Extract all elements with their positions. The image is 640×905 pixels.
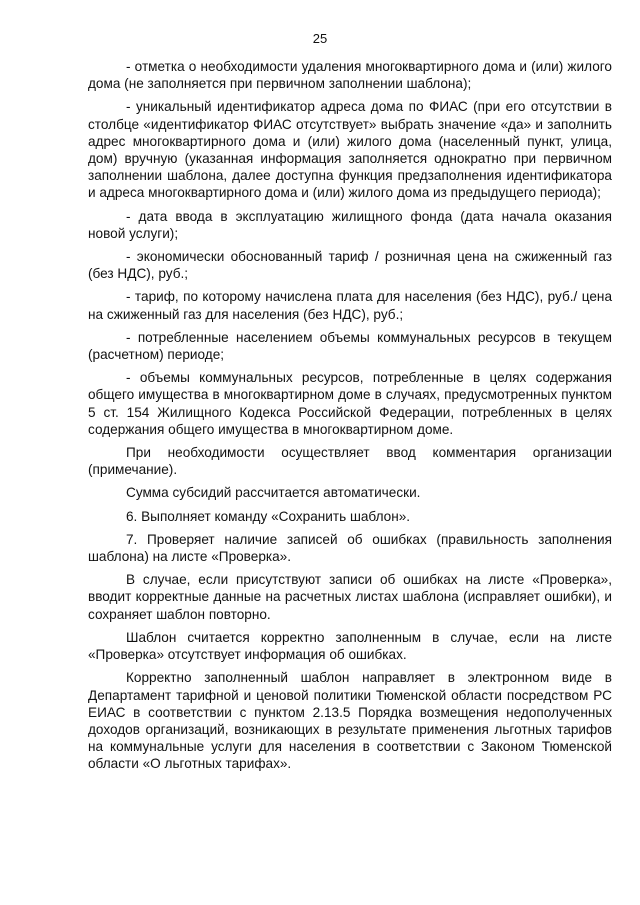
paragraph: Сумма субсидий рассчитается автоматически. [126, 485, 421, 501]
paragraph: - тариф, по которому начислена плата для населения (без НДС), руб./ цена на сжиженный газ для населения (без НДС), руб.; [88, 289, 612, 322]
paragraph: - дата ввода в эксплуатацию жилищного фонда (дата начала оказания новой услуги); [88, 208, 612, 241]
paragraph: Корректно заполненный шаблон направляет в электронном виде в Департамент тарифной и ценовой политики Тюменской области посредством РС ЕИАС в соответствии с пунктом 2.13.5 Порядка возмещения недополученных доходов организаций, возникающих в результате применения льготных тарифов на коммунальные услуги для населения в соответствии с Законом Тюменской области «О льготных тарифах». [88, 670, 612, 772]
paragraph: 6. Выполняет команду «Сохранить шаблон». [126, 508, 411, 524]
paragraph: - экономически обоснованный тариф / розничная цена на сжиженный газ (без НДС), руб.; [88, 249, 612, 282]
document-body [88, 58, 612, 779]
paragraph: При необходимости осуществляет ввод комментария организации (примечание). [88, 445, 612, 478]
paragraph: - уникальный идентификатор адреса дома по ФИАС (при его отсутствии в столбце «идентификатор ФИАС отсутствует» выбрать значение «да» и заполнить адрес многоквартирного дома и (или) жилого дома (населенный пункт, улица, дом) вручную (указанная информация заполняется однократно при первичном заполнении шаблона, далее доступна функция предзаполнения идентификатора и адреса многоквартирного дома и (или) жилого дома из предыдущего периода); [88, 99, 612, 201]
page-number: 25 [312, 31, 328, 46]
paragraph: - потребленные населением объемы коммунальных ресурсов в текущем (расчетном) периоде; [88, 329, 612, 363]
paragraph: 7. Проверяет наличие записей об ошибках (правильность заполнения шаблона) на листе «Проверка». [88, 531, 612, 565]
paragraph: - объемы коммунальных ресурсов, потребленные в целях содержания общего имущества в многоквартирном доме в случаях, предусмотренных пунктом 5 ст. 154 Жилищного Кодекса Российской Федерации, потребленных в целях содержания общего имущества в многоквартирном доме. [88, 370, 612, 437]
paragraph: - отметка о необходимости удаления многоквартирного дома и (или) жилого дома (не заполняется при первичном заполнении шаблона); [88, 59, 612, 92]
paragraph: В случае, если присутствуют записи об ошибках на листе «Проверка», вводит корректные данные на расчетных листах шаблона (исправляет ошибки), и сохраняет шаблон повторно. [88, 572, 612, 622]
paragraph: Шаблон считается корректно заполненным в случае, если на листе «Проверка» отсутствует информация об ошибках. [88, 629, 612, 663]
